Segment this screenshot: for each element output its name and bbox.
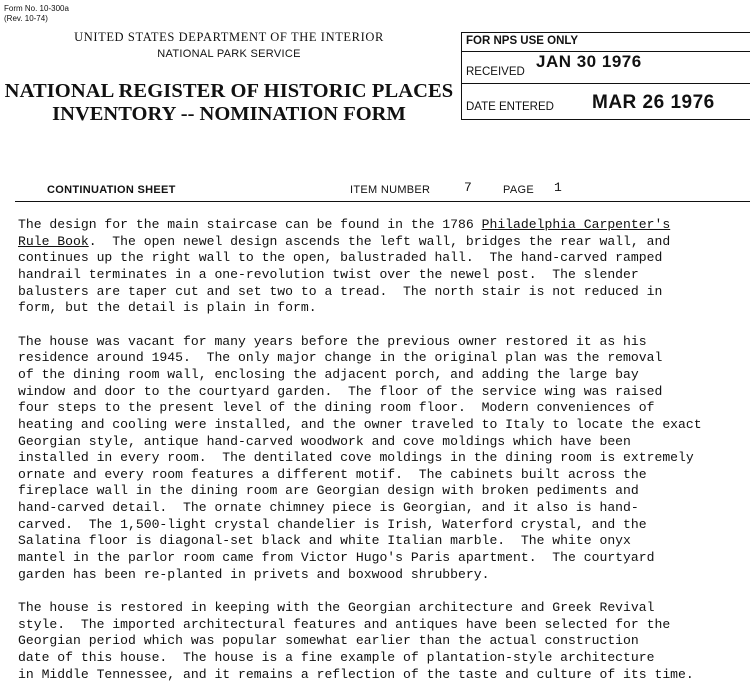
paragraph-architecture (18, 600, 750, 683)
date-entered-stamp: MAR 26 1976 (592, 92, 715, 113)
item-number-label: ITEM NUMBER (350, 184, 431, 196)
text-line: in Middle Tennessee, and it remains a reflection of the taste and culture of its time. (18, 666, 694, 682)
date-entered-label: DATE ENTERED (466, 101, 554, 113)
text-line: carved. The 1,500-light crystal chandelier is Irish, Waterford crystal, and the (18, 516, 647, 532)
text-line: heating and cooling were installed, and the owner traveled to Italy to locate the exact (18, 416, 702, 432)
text-line: continues up the right wall to the open, balustraded hall. The hand-carved ramped (18, 250, 663, 266)
text-line: residence around 1945. The only major change in the original plan was the removal (18, 350, 663, 366)
department-name: UNITED STATES DEPARTMENT OF THE INTERIOR (74, 30, 384, 44)
received-label: RECEIVED (466, 66, 525, 78)
text-line: style. The imported architectural features and antiques have been selected for the (18, 616, 671, 632)
description-text (18, 217, 750, 700)
form-number-line: Form No. 10-300a (4, 4, 69, 13)
text-line: ornate and every room features a different motif. The cabinets built across the (18, 466, 647, 482)
text-line: installed in every room. The dentilated cove moldings in the dining room is extremely (18, 450, 694, 466)
text-line: hand-carved detail. The ornate chimney piece is Georgian, and it also is hand- (18, 500, 639, 516)
form-title-line1: NATIONAL REGISTER OF HISTORIC PLACES (4, 80, 454, 102)
book-title-part: Rule Book (18, 233, 89, 249)
text-line: four steps to the present level of the dining room floor. Modern conveniences of (18, 400, 655, 416)
header-rule (15, 201, 750, 202)
form-number (4, 4, 69, 24)
book-title-part: Philadelphia Carpenter's (481, 217, 671, 232)
text-line: of the dining room wall, enclosing the adjacent porch, and adding the large bay (18, 366, 639, 382)
text-line: Salatina floor is diagonal-set black and white Italian marble. The white onyx (18, 533, 631, 549)
nps-use-heading: FOR NPS USE ONLY (466, 35, 579, 47)
text-line: form, but the detail is plain in form. (18, 300, 317, 316)
text-line: window and door to the courtyard garden. The floor of the service wing was raised (18, 383, 663, 399)
form-title-line2: INVENTORY -- NOMINATION FORM (52, 103, 406, 125)
text-line: The house was vacant for many years before the previous owner restored it as his (18, 333, 647, 349)
paragraph-staircase (18, 217, 750, 317)
text-line: balusters are taper cut and set two to a tread. The north stair is not reduced in (18, 283, 663, 299)
text-line: garden has been re-planted in privets and boxwood shrubbery. (18, 566, 490, 582)
text-line (18, 217, 750, 234)
item-number-value: 7 (464, 180, 472, 195)
text-segment: . The open newel design ascends the left wall, bridges the rear wall, and (88, 233, 671, 249)
text-line: Georgian period which was popular somewhat earlier than the actual construction (18, 633, 639, 649)
text-line: date of this house. The house is a fine example of plantation-style architecture (18, 650, 655, 666)
text-segment: The design for the main staircase can be found in the 1786 (18, 217, 482, 232)
page-label: PAGE (503, 184, 534, 196)
nps-box-divider (462, 83, 750, 84)
form-revision-line: (Rev. 10-74) (4, 14, 48, 23)
page-number-value: 1 (554, 180, 562, 195)
text-line: The house is restored in keeping with the Georgian architecture and Greek Revival (18, 600, 655, 616)
text-line: fireplace wall in the dining room are Georgian design with broken pediments and (18, 483, 639, 499)
paragraph-restoration (18, 334, 750, 584)
service-name: NATIONAL PARK SERVICE (157, 48, 301, 60)
text-line (18, 234, 750, 251)
text-line: mantel in the parlor room came from Victor Hugo's Paris apartment. The courtyard (18, 550, 655, 566)
received-date-stamp: JAN 30 1976 (536, 52, 642, 71)
text-line: handrail terminates in a one-revolution twist over the newel post. The slender (18, 266, 639, 282)
continuation-sheet-label: CONTINUATION SHEET (47, 184, 176, 196)
text-line: Georgian style, antique hand-carved woodwork and cove moldings which have been (18, 433, 631, 449)
